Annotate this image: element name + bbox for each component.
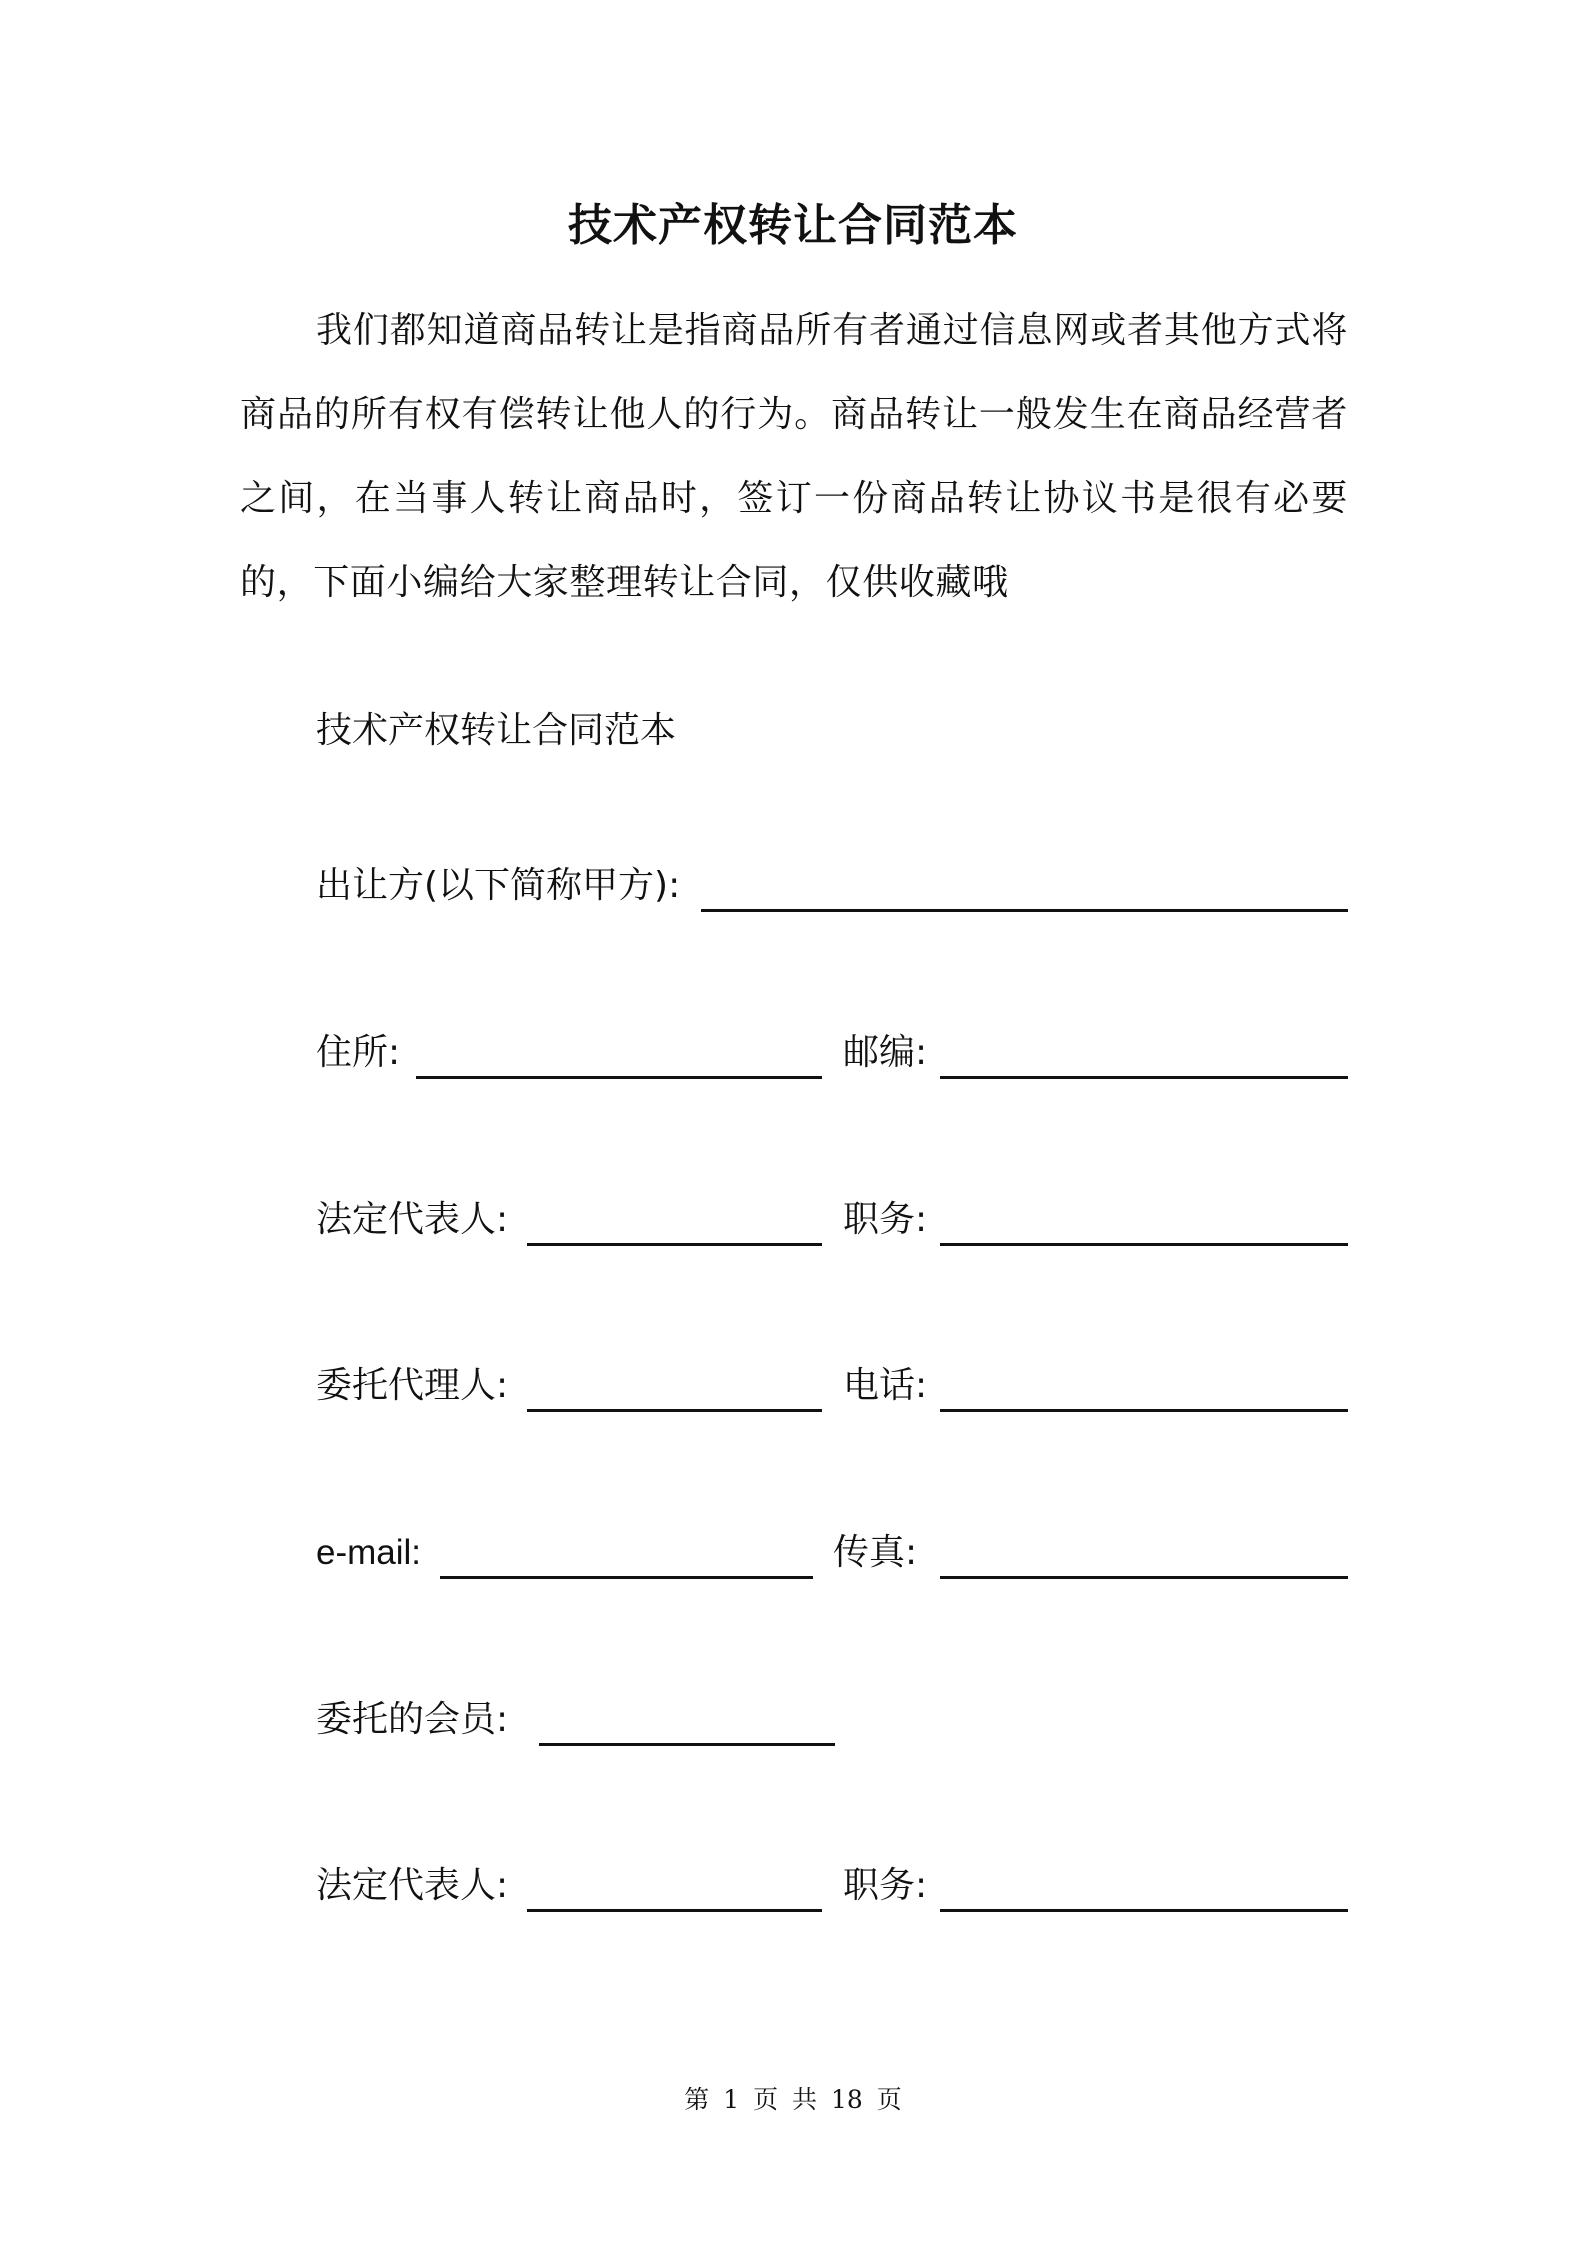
member-field[interactable] <box>539 1743 835 1746</box>
position-field-2[interactable] <box>940 1909 1348 1912</box>
intro-paragraph: 我们都知道商品转让是指商品所有者通过信息网或者其他方式将商品的所有权有偿转让他人的行为。商品转让一般发生在商品经营者之间，在当事人转让商品时，签订一份商品转让协议书是很有必要的，下面小编给大家整理转让合同，仅供收藏哦 <box>240 310 1348 603</box>
address-field[interactable] <box>416 1076 822 1079</box>
fax-label: 传真: <box>833 1532 918 1573</box>
legal-rep-row-2 <box>316 1862 1348 1918</box>
legal-rep-field[interactable] <box>527 1243 822 1246</box>
address-label: 住所: <box>316 1032 401 1073</box>
position-label-2: 职务: <box>843 1865 928 1906</box>
transferor-field[interactable] <box>701 909 1348 912</box>
email-field[interactable] <box>440 1576 813 1579</box>
fax-field[interactable] <box>940 1576 1348 1579</box>
legal-rep-row <box>316 1196 1348 1252</box>
member-label: 委托的会员: <box>316 1699 509 1740</box>
postcode-field[interactable] <box>940 1076 1348 1079</box>
agent-field[interactable] <box>527 1409 822 1412</box>
legal-rep-field-2[interactable] <box>527 1909 822 1912</box>
legal-rep-label-2: 法定代表人: <box>316 1865 509 1906</box>
agent-label: 委托代理人: <box>316 1365 509 1406</box>
position-label: 职务: <box>843 1199 928 1240</box>
address-row <box>316 1029 1348 1085</box>
transferor-row <box>316 862 1348 918</box>
transferor-label: 出让方(以下简称甲方): <box>316 865 681 906</box>
page-indicator: 第 1 页 共 18 页 <box>684 2085 902 2114</box>
section-subtitle: 技术产权转让合同范本 <box>316 710 677 751</box>
email-label: e-mail: <box>316 1533 422 1572</box>
legal-rep-label: 法定代表人: <box>316 1199 509 1240</box>
position-field[interactable] <box>940 1243 1348 1246</box>
postcode-label: 邮编: <box>843 1032 928 1073</box>
phone-field[interactable] <box>940 1409 1348 1412</box>
phone-label: 电话: <box>843 1365 928 1406</box>
document-title: 技术产权转让合同范本 <box>568 200 1018 251</box>
agent-row <box>316 1362 1348 1418</box>
email-row <box>316 1529 1348 1585</box>
member-row <box>316 1696 1348 1752</box>
